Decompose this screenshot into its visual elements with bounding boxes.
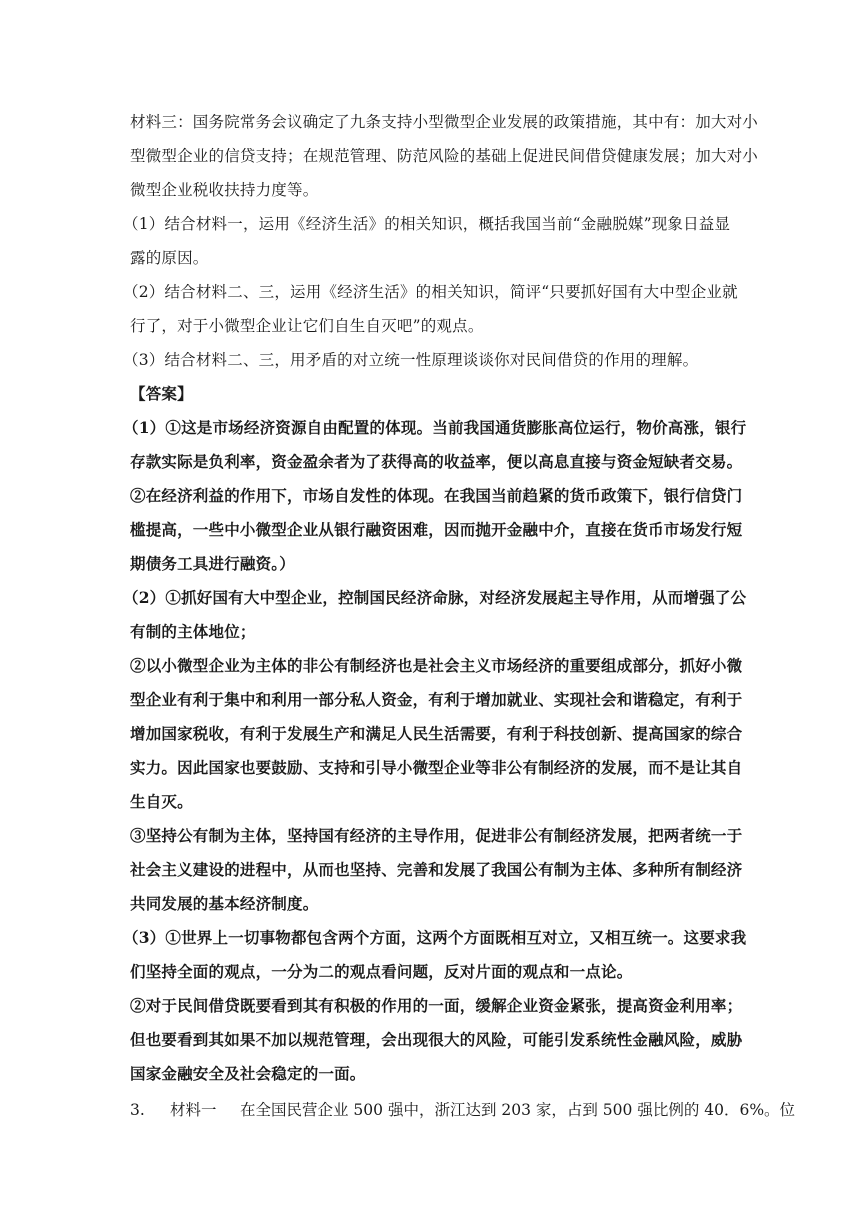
material3-line-2: 型微型企业的信贷支持；在规范管理、防范风险的基础上促进民间借贷健康发展；加大对小 (130, 147, 759, 165)
answer-line: （1）①这是市场经济资源自由配置的体现。当前我国通货膨胀高位运行，物价高涨，银行 (123, 418, 747, 437)
material3-line-3: 微型企业税收扶持力度等。 (130, 181, 319, 199)
answer-line: 增加国家税收，有利于发展生产和满足人民生活需要，有利于科技创新、提高国家的综合 (130, 724, 743, 743)
answer-line: 但也要看到其如果不加以规范管理，会出现很大的风险，可能引发系统性金融风险，威胁 (130, 1030, 743, 1049)
answer-line: 们坚持全面的观点，一分为二的观点看问题，反对片面的观点和一点论。 (130, 962, 633, 981)
question-1-line-2: 露的原因。 (130, 249, 209, 267)
answer-line: ②以小微型企业为主体的非公有制经济也是社会主义市场经济的重要组成部分，抓好小微 (130, 656, 743, 675)
answer-line: 存款实际是负利率，资金盈余者为了获得高的收益率，便以高息直接与资金短缺者交易。 (130, 452, 743, 471)
question-2-line-1: （2）结合材料二、三，运用《经济生活》的相关知识，简评“只要抓好国有大中型企业就 (123, 283, 738, 301)
question-number: 3. (130, 1101, 145, 1119)
answer-line: ②在经济利益的作用下，市场自发性的体现。在我国当前趋紧的货币政策下，银行信贷门 (130, 486, 743, 505)
answer-line: 社会主义建设的进程中，从而也坚持、完善和发展了我国公有制为主体、多种所有制经济 (130, 860, 743, 879)
material3-line-1: 材料三：国务院常务会议确定了九条支持小型微型企业发展的政策措施，其中有：加大对小 (130, 113, 759, 131)
answer-heading: 【答案】 (130, 384, 193, 403)
answer-line: （3）①世界上一切事物都包含两个方面，这两个方面既相互对立，又相互统一。这要求我 (123, 928, 747, 947)
answer-line: 国家金融安全及社会稳定的一面。 (130, 1064, 366, 1083)
question-3-intro (130, 1100, 795, 1120)
answer-line: 实力。因此国家也要鼓励、支持和引导小微型企业等非公有制经济的发展，而不是让其自 (130, 758, 743, 777)
answer-line: ②对于民间借贷既要看到其有积极的作用的一面，缓解企业资金紧张，提高资金利用率； (130, 996, 743, 1015)
answer-line: （2）①抓好国有大中型企业，控制国民经济命脉，对经济发展起主导作用，从而增强了公 (123, 588, 747, 607)
answer-line: ③坚持公有制为主体，坚持国有经济的主导作用，促进非公有制经济发展，把两者统一于 (130, 826, 743, 845)
question-3-text: 在全国民营企业 500 强中，浙江达到 203 家，占到 500 强比例的 40．6%。位 (240, 1101, 796, 1119)
answer-line: 共同发展的基本经济制度。 (130, 894, 319, 913)
answer-line: 型企业有利于集中和利用一部分私人资金，有利于增加就业、实现社会和谐稳定，有利于 (130, 690, 743, 709)
answer-line: 槛提高，一些中小微型企业从银行融资困难，因而抛开金融中介，直接在货币市场发行短 (130, 520, 743, 539)
question-2-line-2: 行了，对于小微型企业让它们自生自灭吧”的观点。 (130, 317, 484, 335)
question-3-line-1: （3）结合材料二、三，用矛盾的对立统一性原理谈谈你对民间借贷的作用的理解。 (123, 351, 699, 369)
question-1-line-1: （1）结合材料一，运用《经济生活》的相关知识，概括我国当前“金融脱媒”现象日益显 (123, 215, 731, 233)
material-tag: 材料一 (170, 1101, 217, 1119)
answer-line: 生自灭。 (130, 792, 193, 811)
answer-line: 期债务工具进行融资。） (130, 554, 295, 573)
answer-line: 有制的主体地位； (130, 622, 256, 641)
